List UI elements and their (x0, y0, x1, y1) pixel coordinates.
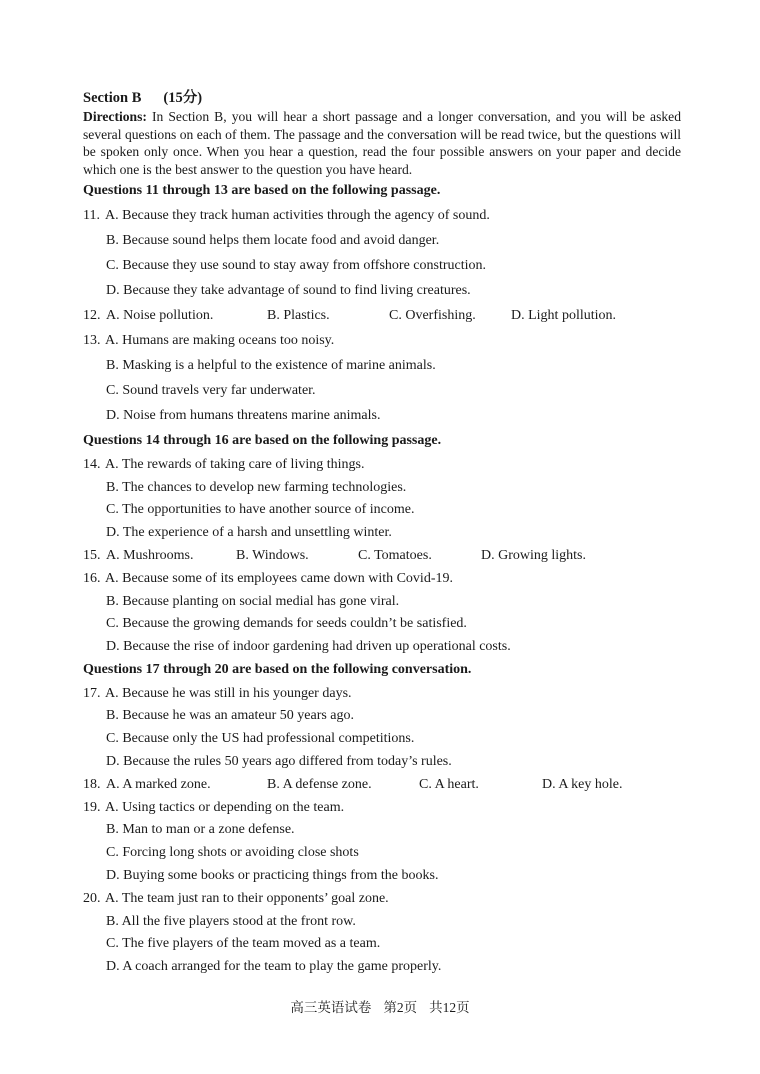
question-16-option-c: C. Because the growing demands for seeds couldn’t be satisfied. (106, 616, 467, 631)
section-points: (15分) (163, 90, 203, 106)
question-14-option-a: 14. A. The rewards of taking care of living things. (83, 457, 365, 472)
question-13-option-a: 13. A. Humans are making oceans too noisy. (83, 333, 335, 348)
question-19-option-d: D. Buying some books or practicing things from the books. (106, 868, 439, 883)
question-12-option-c: C. Overfishing. (389, 308, 476, 323)
question-20-number: 20. (83, 891, 101, 906)
question-11-option-d: D. Because they take advantage of sound to find living creatures. (106, 283, 471, 298)
question-16-option-b: B. Because planting on social medial has gone viral. (106, 594, 400, 609)
question-18-option-c: C. A heart. (419, 777, 479, 792)
question-11-option-a: 11. A. Because they track human activities through the agency of sound. (83, 208, 490, 223)
question-15-row (83, 547, 683, 565)
question-11-number: 11. (83, 208, 100, 223)
section-title: Section B (83, 90, 142, 106)
question-14-option-d: D. The experience of a harsh and unsettling winter. (106, 525, 392, 540)
question-19-option-a: 19. A. Using tactics or depending on the team. (83, 800, 345, 815)
question-13-option-c: C. Sound travels very far underwater. (106, 383, 316, 398)
question-19-option-b: B. Man to man or a zone defense. (106, 822, 295, 837)
question-19-option-c: C. Forcing long shots or avoiding close shots (106, 845, 359, 860)
group-heading-17-20: Questions 17 through 20 are based on the following conversation. (83, 662, 472, 677)
question-20-option-c: C. The five players of the team moved as a team. (106, 936, 381, 951)
question-17-option-d: D. Because the rules 50 years ago differed from today’s rules. (106, 754, 452, 769)
question-15-option-a: A. Mushrooms. (106, 548, 194, 563)
question-15-option-c: C. Tomatoes. (358, 548, 432, 563)
question-12-row (83, 307, 683, 325)
page-footer (0, 996, 760, 1016)
question-18-option-d: D. A key hole. (542, 777, 623, 792)
section-heading (83, 86, 202, 107)
group-heading-11-13: Questions 11 through 13 are based on the following passage. (83, 183, 441, 198)
footer-total-pages: 共12页 (429, 1000, 470, 1015)
question-15-option-d: D. Growing lights. (481, 548, 586, 563)
question-16-option-d: D. Because the rise of indoor gardening had driven up operational costs. (106, 639, 511, 654)
question-12-number: 12. (83, 308, 101, 323)
question-15-number: 15. (83, 548, 101, 563)
question-13-option-d: D. Noise from humans threatens marine animals. (106, 408, 381, 423)
question-11-option-b: B. Because sound helps them locate food and avoid danger. (106, 233, 440, 248)
question-12-option-b: B. Plastics. (267, 308, 330, 323)
question-18-option-a: A. A marked zone. (106, 777, 211, 792)
question-17-option-c: C. Because only the US had professional competitions. (106, 731, 415, 746)
question-12-option-d: D. Light pollution. (511, 308, 616, 323)
question-18-number: 18. (83, 777, 101, 792)
question-16-option-a: 16. A. Because some of its employees came down with Covid-19. (83, 571, 453, 586)
question-18-row (83, 776, 683, 794)
question-11-option-c: C. Because they use sound to stay away from offshore construction. (106, 258, 486, 273)
question-14-number: 14. (83, 457, 101, 472)
question-17-option-b: B. Because he was an amateur 50 years ago. (106, 708, 355, 723)
question-16-number: 16. (83, 571, 101, 586)
directions-text: In Section B, you will hear a short passage and a longer conversation, and you will be asked several questions on each of them. The passage and the conversation will be read twice, but the questions will be spoken only once. When you hear a question, read the four possible answers on your paper and decide which one is the best answer to the question you have heard. (83, 109, 681, 177)
question-17-number: 17. (83, 686, 101, 701)
question-15-option-b: B. Windows. (236, 548, 309, 563)
question-20-option-a: 20. A. The team just ran to their opponents’ goal zone. (83, 891, 389, 906)
question-13-number: 13. (83, 333, 101, 348)
directions-paragraph (83, 108, 681, 178)
question-20-option-d: D. A coach arranged for the team to play the game properly. (106, 959, 442, 974)
question-19-number: 19. (83, 800, 101, 815)
question-18-option-b: B. A defense zone. (267, 777, 372, 792)
question-14-option-c: C. The opportunities to have another source of income. (106, 502, 415, 517)
question-13-option-b: B. Masking is a helpful to the existence of marine animals. (106, 358, 436, 373)
group-heading-14-16: Questions 14 through 16 are based on the following passage. (83, 433, 442, 448)
footer-page-number: 第2页 (383, 1000, 418, 1015)
question-17-option-a: 17. A. Because he was still in his younger days. (83, 686, 352, 701)
question-12-option-a: A. Noise pollution. (106, 308, 214, 323)
directions-label: Directions: (83, 109, 147, 124)
question-14-option-b: B. The chances to develop new farming technologies. (106, 480, 407, 495)
footer-exam-title: 高三英语试卷 (290, 1000, 372, 1015)
question-20-option-b: B. All the five players stood at the front row. (106, 914, 356, 929)
